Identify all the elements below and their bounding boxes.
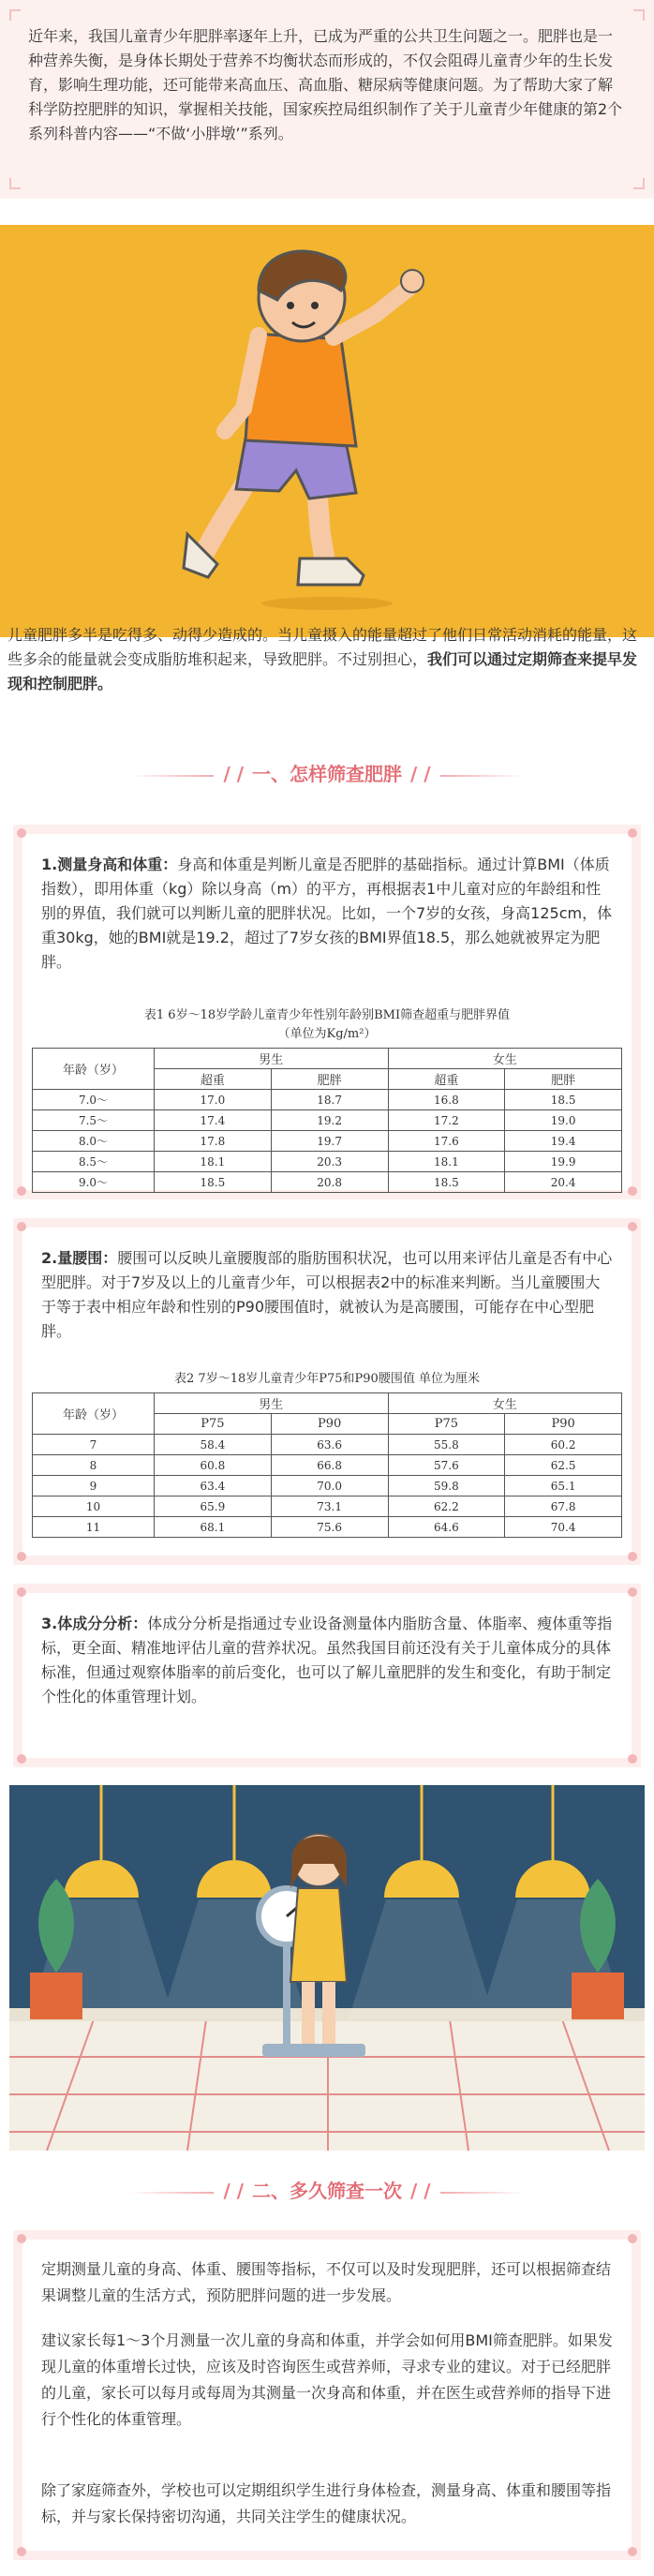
table-cell: 59.8 <box>388 1476 505 1496</box>
table2-p75-header: P75 <box>155 1414 272 1435</box>
table-cell: 20.3 <box>271 1152 388 1172</box>
card3-lead: 3.体成分分析： <box>41 1615 148 1632</box>
table-row <box>33 1517 622 1538</box>
card1-text <box>41 853 613 975</box>
table-cell: 7.5～ <box>33 1110 155 1131</box>
table-cell: 8.5～ <box>33 1152 155 1172</box>
table-cell: 17.4 <box>155 1110 272 1131</box>
card-dot-decoration <box>17 1587 26 1597</box>
card-dot-decoration <box>628 2547 637 2556</box>
table-cell: 19.9 <box>505 1152 622 1172</box>
table-row <box>33 1110 622 1131</box>
heading-slash-icon: / / <box>409 763 431 785</box>
card-inner <box>22 2240 632 2551</box>
table1-age-header: 年龄（岁） <box>33 1049 155 1090</box>
table-cell: 18.5 <box>388 1172 505 1193</box>
table2-p90-header: P90 <box>271 1414 388 1435</box>
heading-line-right <box>440 2192 525 2194</box>
card-height-weight <box>13 825 641 1199</box>
table-cell: 68.1 <box>155 1517 272 1538</box>
table-cell: 18.7 <box>271 1090 388 1110</box>
table2-male-header: 男生 <box>155 1393 389 1414</box>
section2-p1: 定期测量儿童的身高、体重、腰围等指标，不仅可以及时发现肥胖，还可以根据筛查结果调整儿童的生活方式，预防肥胖问题的进一步发展。 <box>41 2260 612 2304</box>
table-cell: 19.0 <box>505 1110 622 1131</box>
table-row <box>33 1172 622 1193</box>
table-cell: 67.8 <box>505 1496 622 1517</box>
table-cell: 75.6 <box>271 1517 388 1538</box>
table-cell: 19.2 <box>271 1110 388 1131</box>
section2-p3: 除了家庭筛查外，学校也可以定期组织学生进行身体检查，测量身高、体重和腰围等指标，并与家长保持密切沟通，共同关注学生的健康状况。 <box>41 2481 612 2525</box>
section2-title: 二、多久筛查一次 <box>252 2180 402 2202</box>
card-dot-decoration <box>628 1587 637 1597</box>
cause-bold-text: 我们可以通过定期筛查来提早发现和控制肥胖。 <box>7 650 638 692</box>
card-inner <box>22 1228 632 1556</box>
table-row <box>33 1496 622 1517</box>
card-dot-decoration <box>17 828 26 838</box>
intro-text: 近年来，我国儿童青少年肥胖率逐年上升，已成为严重的公共卫生问题之一。肥胖也是一种营养失衡，是身体长期处于营养不均衡状态而形成的，不仅会阻碍儿童青少年的生长发育，影响生理功能，还可能带来高血压、高血脂、糖尿病等健康问题。为了帮助大家了解科学防控肥胖的知识，掌握相关技能，国家疾控局组织制作了关于儿童青少年健康的第2个系列科普内容——“不做‘小胖墩’”系列。 <box>28 27 623 142</box>
section2-p2: 建议家长每1～3个月测量一次儿童的身高和体重，并学会如何用BMI筛查肥胖。如果发现儿童的体重增长过快，应该及时咨询医生或营养师，寻求专业的建议。对于已经肥胖的儿童，家长可以每月或每周为其测量一次身高和体重，并在医生或营养师的指导下进行个性化的体重管理。 <box>41 2331 613 2428</box>
table-cell: 17.6 <box>388 1131 505 1152</box>
card3-body: 体成分分析是指通过专业设备测量体内脂肪含量、体脂率、瘦体重等指标，更全面、精准地评估儿童的营养状况。虽然我国目前还没有关于儿童体成分的具体标准，但通过观察体脂率的前后变化，也可以了解儿童肥胖的发生和变化，有助于制定个性化的体重管理计划。 <box>41 1615 613 1705</box>
table-cell: 65.1 <box>505 1476 622 1496</box>
table-cell: 18.5 <box>505 1090 622 1110</box>
table1-male-header: 男生 <box>155 1049 389 1069</box>
table-cell: 18.1 <box>388 1152 505 1172</box>
table-row <box>33 1435 622 1455</box>
table1-unit: （单位为Kg/m²） <box>277 1027 377 1041</box>
table-cell: 9.0～ <box>33 1172 155 1193</box>
running-child-illustration <box>0 225 654 637</box>
corner-decoration <box>9 9 21 21</box>
table-cell: 7 <box>33 1435 155 1455</box>
table-cell: 58.4 <box>155 1435 272 1455</box>
table2-female-header: 女生 <box>388 1393 622 1414</box>
table1-overweight-header: 超重 <box>388 1069 505 1090</box>
card-dot-decoration <box>17 2234 26 2243</box>
table2-caption: 表2 7岁～18岁儿童青少年P75和P90腰围值 单位为厘米 <box>174 1372 480 1386</box>
heading-slash-icon: / / <box>223 763 245 785</box>
card2-lead: 2.量腰围： <box>41 1249 118 1267</box>
card-dot-decoration <box>628 1186 637 1196</box>
table-cell: 20.4 <box>505 1172 622 1193</box>
table-cell: 70.4 <box>505 1517 622 1538</box>
heading-line-right <box>440 775 525 777</box>
table-cell: 60.8 <box>155 1455 272 1476</box>
heading-line-left <box>129 2192 214 2194</box>
table-cell: 17.0 <box>155 1090 272 1110</box>
table-cell: 62.5 <box>505 1455 622 1476</box>
table-cell: 19.7 <box>271 1131 388 1152</box>
table-cell: 70.0 <box>271 1476 388 1496</box>
table-row <box>33 1476 622 1496</box>
section1-title: 一、怎样筛查肥胖 <box>252 763 402 785</box>
corner-decoration <box>633 9 645 21</box>
table-row <box>33 1131 622 1152</box>
table-cell: 64.6 <box>388 1517 505 1538</box>
table-cell: 10 <box>33 1496 155 1517</box>
card-screening-frequency <box>13 2230 641 2560</box>
card2-text <box>41 1246 613 1344</box>
table-cell: 19.4 <box>505 1131 622 1152</box>
table-cell: 57.6 <box>388 1455 505 1476</box>
table2-p75-header: P75 <box>388 1414 505 1435</box>
card-dot-decoration <box>17 2547 26 2556</box>
table-cell: 62.2 <box>388 1496 505 1517</box>
table2-p90-header: P90 <box>505 1414 622 1435</box>
intro-block <box>0 0 654 199</box>
table-cell: 20.8 <box>271 1172 388 1193</box>
heading-slash-icon: / / <box>409 2180 431 2202</box>
card-dot-decoration <box>628 1222 637 1231</box>
card1-body: 身高和体重是判断儿童是否肥胖的基础指标。通过计算BMI（体质指数），即用体重（kg）除以身高（m）的平方，再根据表1中儿童对应的年龄组和性别的界值，我们就可以判断儿童的肥胖状况。比如，一个7岁的女孩，身高125cm，体重30kg，她的BMI就是19.2，超过了7岁女孩的BMI界值18.5，那么她就被界定为肥胖。 <box>41 856 613 971</box>
table-cell: 16.8 <box>388 1090 505 1110</box>
running-child-drawing <box>0 225 654 637</box>
heading-line-left <box>129 775 214 777</box>
table-cell: 18.5 <box>155 1172 272 1193</box>
corner-decoration <box>633 178 645 189</box>
corner-decoration <box>9 178 21 189</box>
card-dot-decoration <box>17 1186 26 1196</box>
table-cell: 17.8 <box>155 1131 272 1152</box>
card-dot-decoration <box>628 828 637 838</box>
card-waist <box>13 1218 641 1565</box>
card-inner <box>22 1593 632 1758</box>
card-dot-decoration <box>628 1754 637 1764</box>
card-dot-decoration <box>628 2234 637 2243</box>
table-cell: 11 <box>33 1517 155 1538</box>
table-cell: 8.0～ <box>33 1131 155 1152</box>
section1-heading <box>0 759 654 786</box>
card-dot-decoration <box>628 1552 637 1561</box>
table-cell: 63.6 <box>271 1435 388 1455</box>
table1-female-header: 女生 <box>388 1049 622 1069</box>
card-body-composition <box>13 1584 641 1767</box>
table1-caption: 表1 6岁～18岁学龄儿童青少年性别年龄别BMI筛查超重与肥胖界值 <box>143 1008 511 1022</box>
child-on-scale-drawing <box>9 1785 645 2151</box>
table-row <box>33 1455 622 1476</box>
table-cell: 66.8 <box>271 1455 388 1476</box>
table-cell: 9 <box>33 1476 155 1496</box>
card1-lead: 1.测量身高和体重： <box>41 856 178 873</box>
cause-paragraph <box>0 623 654 696</box>
table-cell: 8 <box>33 1455 155 1476</box>
heading-slash-icon: / / <box>223 2180 245 2202</box>
table-cell: 73.1 <box>271 1496 388 1517</box>
table-bmi <box>32 1048 622 1193</box>
table-cell: 55.8 <box>388 1435 505 1455</box>
table-waist <box>32 1392 622 1538</box>
table-cell: 60.2 <box>505 1435 622 1455</box>
table1-obese-header: 肥胖 <box>505 1069 622 1090</box>
cause-text: 儿童肥胖多半是吃得多、动得少造成的。当儿童摄入的能量超过了他们日常活动消耗的能量，这些多余的能量就会变成脂肪堆积起来，导致肥胖。不过别担心， <box>7 626 638 668</box>
table-cell: 7.0～ <box>33 1090 155 1110</box>
card-inner <box>22 834 632 1190</box>
card-dot-decoration <box>17 1222 26 1231</box>
table-cell: 65.9 <box>155 1496 272 1517</box>
card2-body: 腰围可以反映儿童腰腹部的脂肪围积状况，也可以用来评估儿童是否有中心型肥胖。对于7岁及以上的儿童青少年，可以根据表2中的标准来判断。当儿童腰围大于等于表中相应年龄和性别的P90腰围值时，就被认为是高腰围，可能存在中心型肥胖。 <box>41 1249 613 1340</box>
section2-heading <box>0 2176 654 2203</box>
table-row <box>33 1152 622 1172</box>
table1-overweight-header: 超重 <box>155 1069 272 1090</box>
table-row <box>33 1090 622 1110</box>
table-cell: 63.4 <box>155 1476 272 1496</box>
table-cell: 17.2 <box>388 1110 505 1131</box>
table1-obese-header: 肥胖 <box>271 1069 388 1090</box>
table-cell: 18.1 <box>155 1152 272 1172</box>
card-dot-decoration <box>17 1754 26 1764</box>
child-on-scale-illustration <box>9 1785 645 2151</box>
table2-age-header: 年龄（岁） <box>33 1393 155 1435</box>
card-dot-decoration <box>17 1552 26 1561</box>
card3-text <box>41 1612 613 1709</box>
